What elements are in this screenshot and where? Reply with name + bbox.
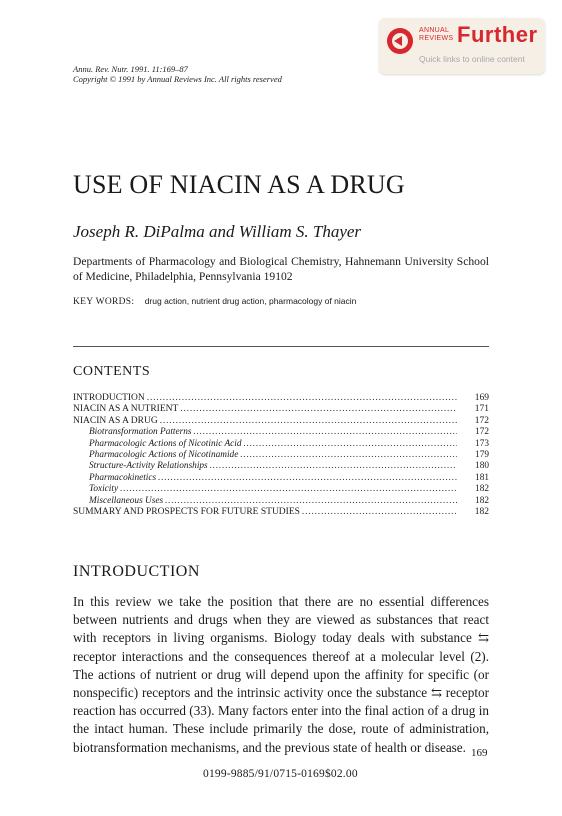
page-number: 169 — [471, 747, 488, 759]
further-wordmark: Further — [457, 22, 538, 47]
annual-reviews-wordmark: ANNUAL REVIEWS — [419, 27, 454, 42]
toc-entry-label: Toxicity — [89, 484, 119, 495]
keywords-label: KEY WORDS: — [73, 297, 135, 307]
toc-entry[interactable] — [73, 496, 489, 507]
section-divider — [73, 346, 489, 347]
toc-leader-dots — [120, 484, 457, 495]
toc-entry-page: 173 — [475, 438, 489, 449]
toc-entry[interactable] — [73, 484, 489, 495]
toc-entry-label: Pharmacokinetics — [89, 472, 157, 483]
toc-entry-page: 179 — [475, 449, 489, 460]
toc-entry[interactable] — [73, 507, 489, 518]
toc-entry-page: 172 — [475, 427, 489, 438]
toc-leader-dots — [165, 496, 457, 507]
toc-entry-label: INTRODUCTION — [73, 393, 145, 403]
toc-entry-label: Pharmacologic Actions of Nicotinamide — [89, 449, 239, 460]
toc-entry-label: NIACIN AS A NUTRIENT — [73, 404, 179, 415]
toc-leader-dots — [240, 450, 457, 461]
journal-citation — [73, 64, 282, 84]
annual-reviews-logo-icon — [387, 28, 413, 54]
toc-entry[interactable] — [73, 393, 489, 404]
toc-entry-label: Structure-Activity Relationships — [89, 461, 208, 472]
further-tagline: Quick links to online content — [419, 54, 525, 64]
toc-entry-label: Miscellaneous Uses — [89, 495, 164, 506]
toc-entry-label: Pharmacologic Actions of Nicotinic Acid — [89, 438, 242, 449]
article-authors: Joseph R. DiPalma and William S. Thayer — [73, 222, 362, 241]
table-of-contents — [73, 393, 489, 518]
toc-entry-page: 171 — [474, 404, 489, 415]
contents-heading: CONTENTS — [73, 364, 151, 379]
annual-reviews-further-badge[interactable] — [379, 18, 545, 74]
toc-entry-label: SUMMARY AND PROSPECTS FOR FUTURE STUDIES — [73, 506, 300, 517]
toc-entry-page: 172 — [474, 415, 489, 426]
toc-entry[interactable] — [73, 461, 489, 472]
toc-entry-page: 182 — [474, 506, 489, 517]
introduction-paragraph: In this review we take the position that there are no essential differences between nutrients and drugs when they are viewed as substances that react with receptors in living organisms. Biology today deals with substance ⇆ receptor interactions and the consequences thereof at a molecular level (2). The actions of nutrient or drug will depend upon the affinity for specific (or nonspecific) receptors and the intrinsic activity once the substance ⇆ receptor reaction has occurred (33). Many factors enter into the final action of a drug in the intact human. These include primarily the dose, route of administration, biotransformation mechanisms, and the previous state of health or disease. — [73, 594, 489, 755]
toc-entry-page: 182 — [475, 495, 489, 506]
toc-entry-page: 169 — [474, 393, 489, 403]
toc-entry[interactable] — [73, 404, 489, 415]
toc-leader-dots — [210, 461, 457, 472]
keywords — [73, 296, 356, 307]
toc-leader-dots — [180, 404, 457, 415]
citation-line-journal: Annu. Rev. Nutr. 1991. 11:169–87 — [73, 64, 188, 74]
toc-leader-dots — [160, 416, 457, 427]
citation-line-copyright: Copyright © 1991 by Annual Reviews Inc. All rights reserved — [73, 74, 282, 84]
toc-entry[interactable] — [73, 473, 489, 484]
introduction-heading: INTRODUCTION — [73, 563, 200, 580]
toc-leader-dots — [158, 473, 457, 484]
author-affiliation: Departments of Pharmacology and Biological Chemistry, Hahnemann University School of Medicine, Philadelphia, Pennsylvania 19102 — [73, 255, 489, 283]
toc-entry-page: 181 — [475, 472, 489, 483]
toc-leader-dots — [302, 507, 457, 518]
toc-entry[interactable] — [73, 439, 489, 450]
footer-price-code: 0199-9885/91/0715-0169$02.00 — [203, 768, 358, 780]
keywords-values: drug action, nutrient drug action, pharmacology of niacin — [144, 296, 357, 306]
toc-entry[interactable] — [73, 416, 489, 427]
toc-leader-dots — [147, 393, 457, 404]
toc-entry[interactable] — [73, 450, 489, 461]
toc-entry-page: 180 — [475, 461, 489, 472]
toc-entry-label: NIACIN AS A DRUG — [73, 415, 158, 426]
toc-entry-page: 182 — [475, 484, 489, 495]
toc-leader-dots — [194, 427, 457, 438]
toc-entry-label: Biotransformation Patterns — [89, 427, 192, 438]
article-title: USE OF NIACIN AS A DRUG — [73, 170, 405, 199]
toc-entry[interactable] — [73, 427, 489, 438]
toc-leader-dots — [244, 439, 457, 450]
